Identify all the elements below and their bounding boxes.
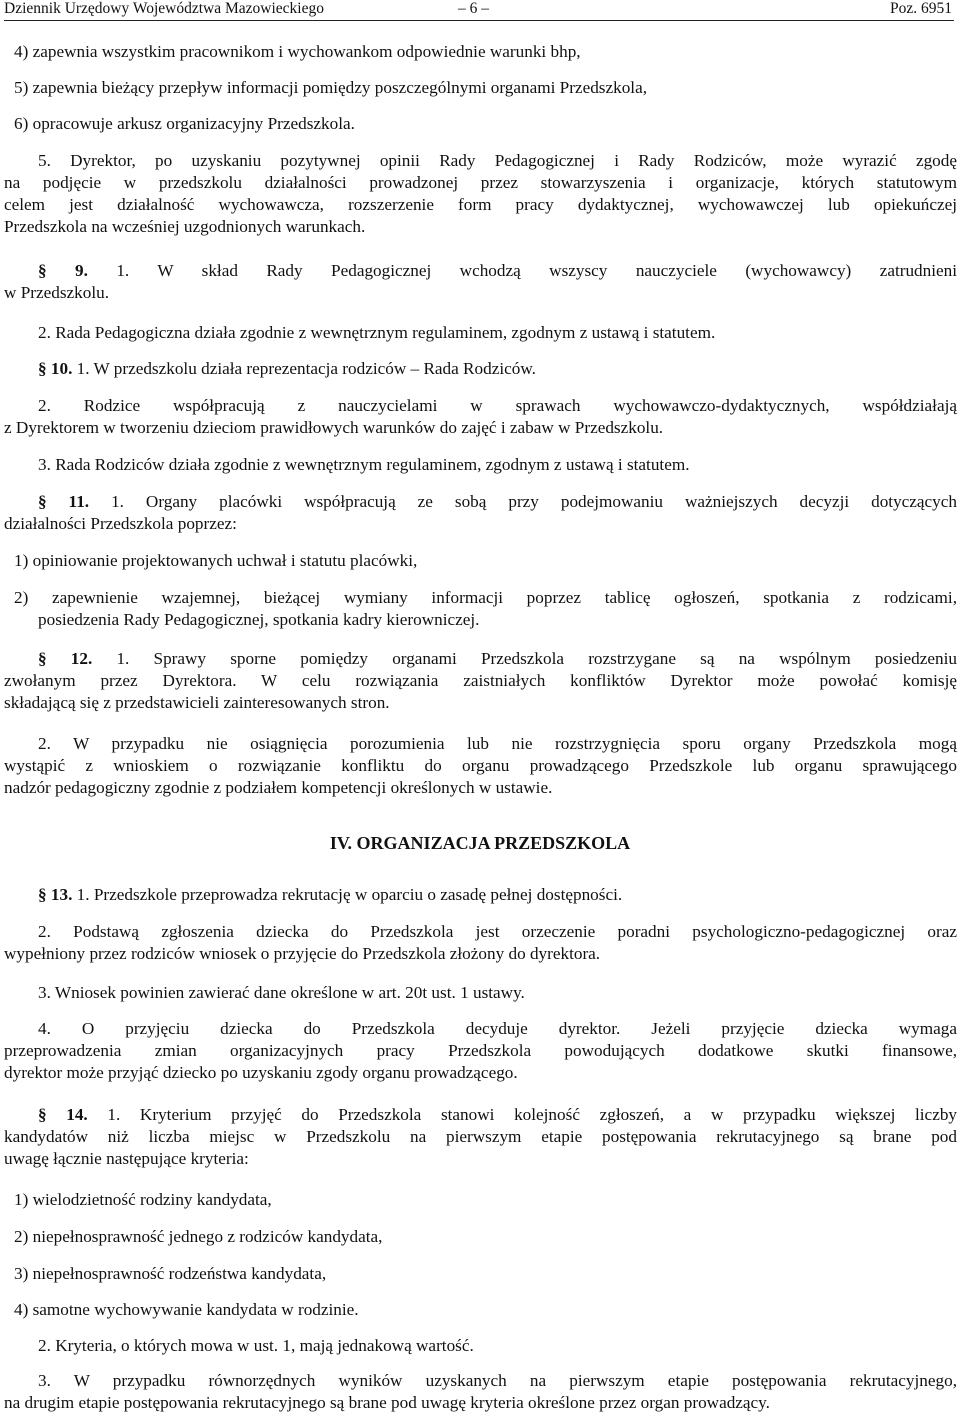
section-number: § 10. <box>38 359 73 378</box>
section-14-paragraph-3: 3. W przypadku równorzędnych wyników uzyskanych na pierwszym etapie postępowania rekrutacyjnego, na drugim etapie postępowania rekrutacyjnego są brane pod uwagę kryteria określone przez organ prowadzący. <box>4 1371 957 1412</box>
section-11-paragraph-1: § 11. 1. Organy placówki współpracują ze sobą przy podejmowaniu ważniejszych decyzji dotyczących działalności Przedszkola poprzez: <box>4 492 957 533</box>
section-10-paragraph-1: § 10. 1. W przedszkolu działa reprezentacja rodziców – Rada Rodziców. <box>38 359 536 378</box>
section-9-paragraph-1: § 9. 1. W skład Rady Pedagogicznej wchodzą wszyscy nauczyciele (wychowawcy) zatrudnieni w Przedszkolu. <box>4 261 958 302</box>
list-item: 2) zapewnienie wzajemnej, bieżącej wymiany informacji poprzez tablicę ogłoszeń, spotkania z rodzicami, posiedzenia Rady Pedagogicznej, spotkania kadry kierowniczej. <box>14 588 957 629</box>
section-9-paragraph-2: 2. Rada Pedagogiczna działa zgodnie z wewnętrznym regulaminem, zgodnym z ustawą i statutem. <box>38 323 716 342</box>
section-14-paragraph-1: § 14. 1. Kryterium przyjęć do Przedszkola stanowi kolejność zgłoszeń, a w przypadku większej liczby kandydatów niż liczba miejsc w Przedszkolu na pierwszym etapie postępowania rekrutacyjnego są brane pod uwagę łącznie następujące kryteria: <box>4 1105 958 1168</box>
section-13-paragraph-4: 4. O przyjęciu dziecka do Przedszkola decyduje dyrektor. Jeżeli przyjęcie dziecka wymaga przeprowadzenia zmian organizacyjnych pracy Przedszkola powodujących dodatkowe skutki finansowe, dyrektor może przyjąć dziecko po uzyskaniu zgody organu prowadzącego. <box>4 1019 957 1082</box>
section-12-paragraph-1: § 12. 1. Sprawy sporne pomiędzy organami Przedszkola rozstrzygane są na wspólnym posiedzeniu zwołanym przez Dyrektora. W celu rozwiązania zaistniałych konfliktów Dyrektor może powołać komisję składającą się z przedstawicieli zainteresowanych stron. <box>4 649 957 712</box>
list-item: 1) opiniowanie projektowanych uchwał i statutu placówki, <box>14 551 418 570</box>
section-13-paragraph-2: 2. Podstawą zgłoszenia dziecka do Przedszkola jest orzeczenie poradni psychologiczno-pedagogicznej oraz wypełniony przez rodziców wniosek o przyjęcie do Przedszkola złożony do dyrektora. <box>4 922 957 963</box>
page-header <box>0 0 952 20</box>
section-number: § 14. <box>38 1105 88 1124</box>
section-12-paragraph-2: 2. W przypadku nie osiągnięcia porozumienia lub nie rozstrzygnięcia sporu organy Przedszkola mogą wystąpić z wnioskiem o rozwiązanie konfliktu do organu prowadzącego Przedszkole lub organu sprawującego nadzór pedagogiczny zgodnie z podziałem kompetencji określonych w ustawie. <box>4 734 957 797</box>
list-item: 4) samotne wychowywanie kandydata w rodzinie. <box>14 1300 359 1319</box>
list-item: 5) zapewnia bieżący przepływ informacji pomiędzy poszczególnymi organami Przedszkola, <box>14 78 647 97</box>
section-number: § 13. <box>38 885 73 904</box>
section-14-paragraph-2: 2. Kryteria, o których mowa w ust. 1, mają jednakową wartość. <box>38 1336 474 1355</box>
chapter-heading: IV. ORGANIZACJA PRZEDSZKOLA <box>329 833 631 853</box>
section-number: § 9. <box>38 261 88 280</box>
list-item: 2) niepełnosprawność jednego z rodziców kandydata, <box>14 1227 383 1246</box>
section-number: § 12. <box>38 649 93 668</box>
paragraph-5: 5. Dyrektor, po uzyskaniu pozytywnej opinii Rady Pedagogicznej i Rady Rodziców, może wyrazić zgodę na podjęcie w przedszkolu działalności prowadzonej przez stowarzyszenia i organizacje, których statutowym celem jest działalność wychowawcza, rozszerzenie form pracy dydaktycznej, wychowawczej lub opiekuńczej Przedszkola na wcześniej uzgodnionych warunkach. <box>4 151 957 236</box>
position-number: Poz. 6951 <box>890 0 952 17</box>
header-rule <box>4 20 954 21</box>
section-number: § 11. <box>38 492 90 511</box>
list-item: 6) opracowuje arkusz organizacyjny Przedszkola. <box>14 114 355 133</box>
list-item: 4) zapewnia wszystkim pracownikom i wychowankom odpowiednie warunki bhp, <box>14 42 581 61</box>
journal-title: Dziennik Urzędowy Województwa Mazowieckiego <box>4 0 324 17</box>
section-13-paragraph-1: § 13. 1. Przedszkole przeprowadza rekrutację w oparciu o zasadę pełnej dostępności. <box>38 885 623 904</box>
section-13-paragraph-3: 3. Wniosek powinien zawierać dane określone w art. 20t ust. 1 ustawy. <box>38 983 525 1002</box>
section-10-paragraph-2: 2. Rodzice współpracują z nauczycielami w sprawach wychowawczo-dydaktycznych, współdziałają z Dyrektorem w tworzeniu dzieciom prawidłowych warunków do zajęć i zabaw w Przedszkolu. <box>4 396 957 437</box>
page-number: – 6 – <box>458 0 489 17</box>
section-10-paragraph-3: 3. Rada Rodziców działa zgodnie z wewnętrznym regulaminem, zgodnym z ustawą i statutem. <box>38 455 690 474</box>
list-item: 1) wielodzietność rodziny kandydata, <box>14 1190 272 1209</box>
list-item: 3) niepełnosprawność rodzeństwa kandydata, <box>14 1264 327 1283</box>
